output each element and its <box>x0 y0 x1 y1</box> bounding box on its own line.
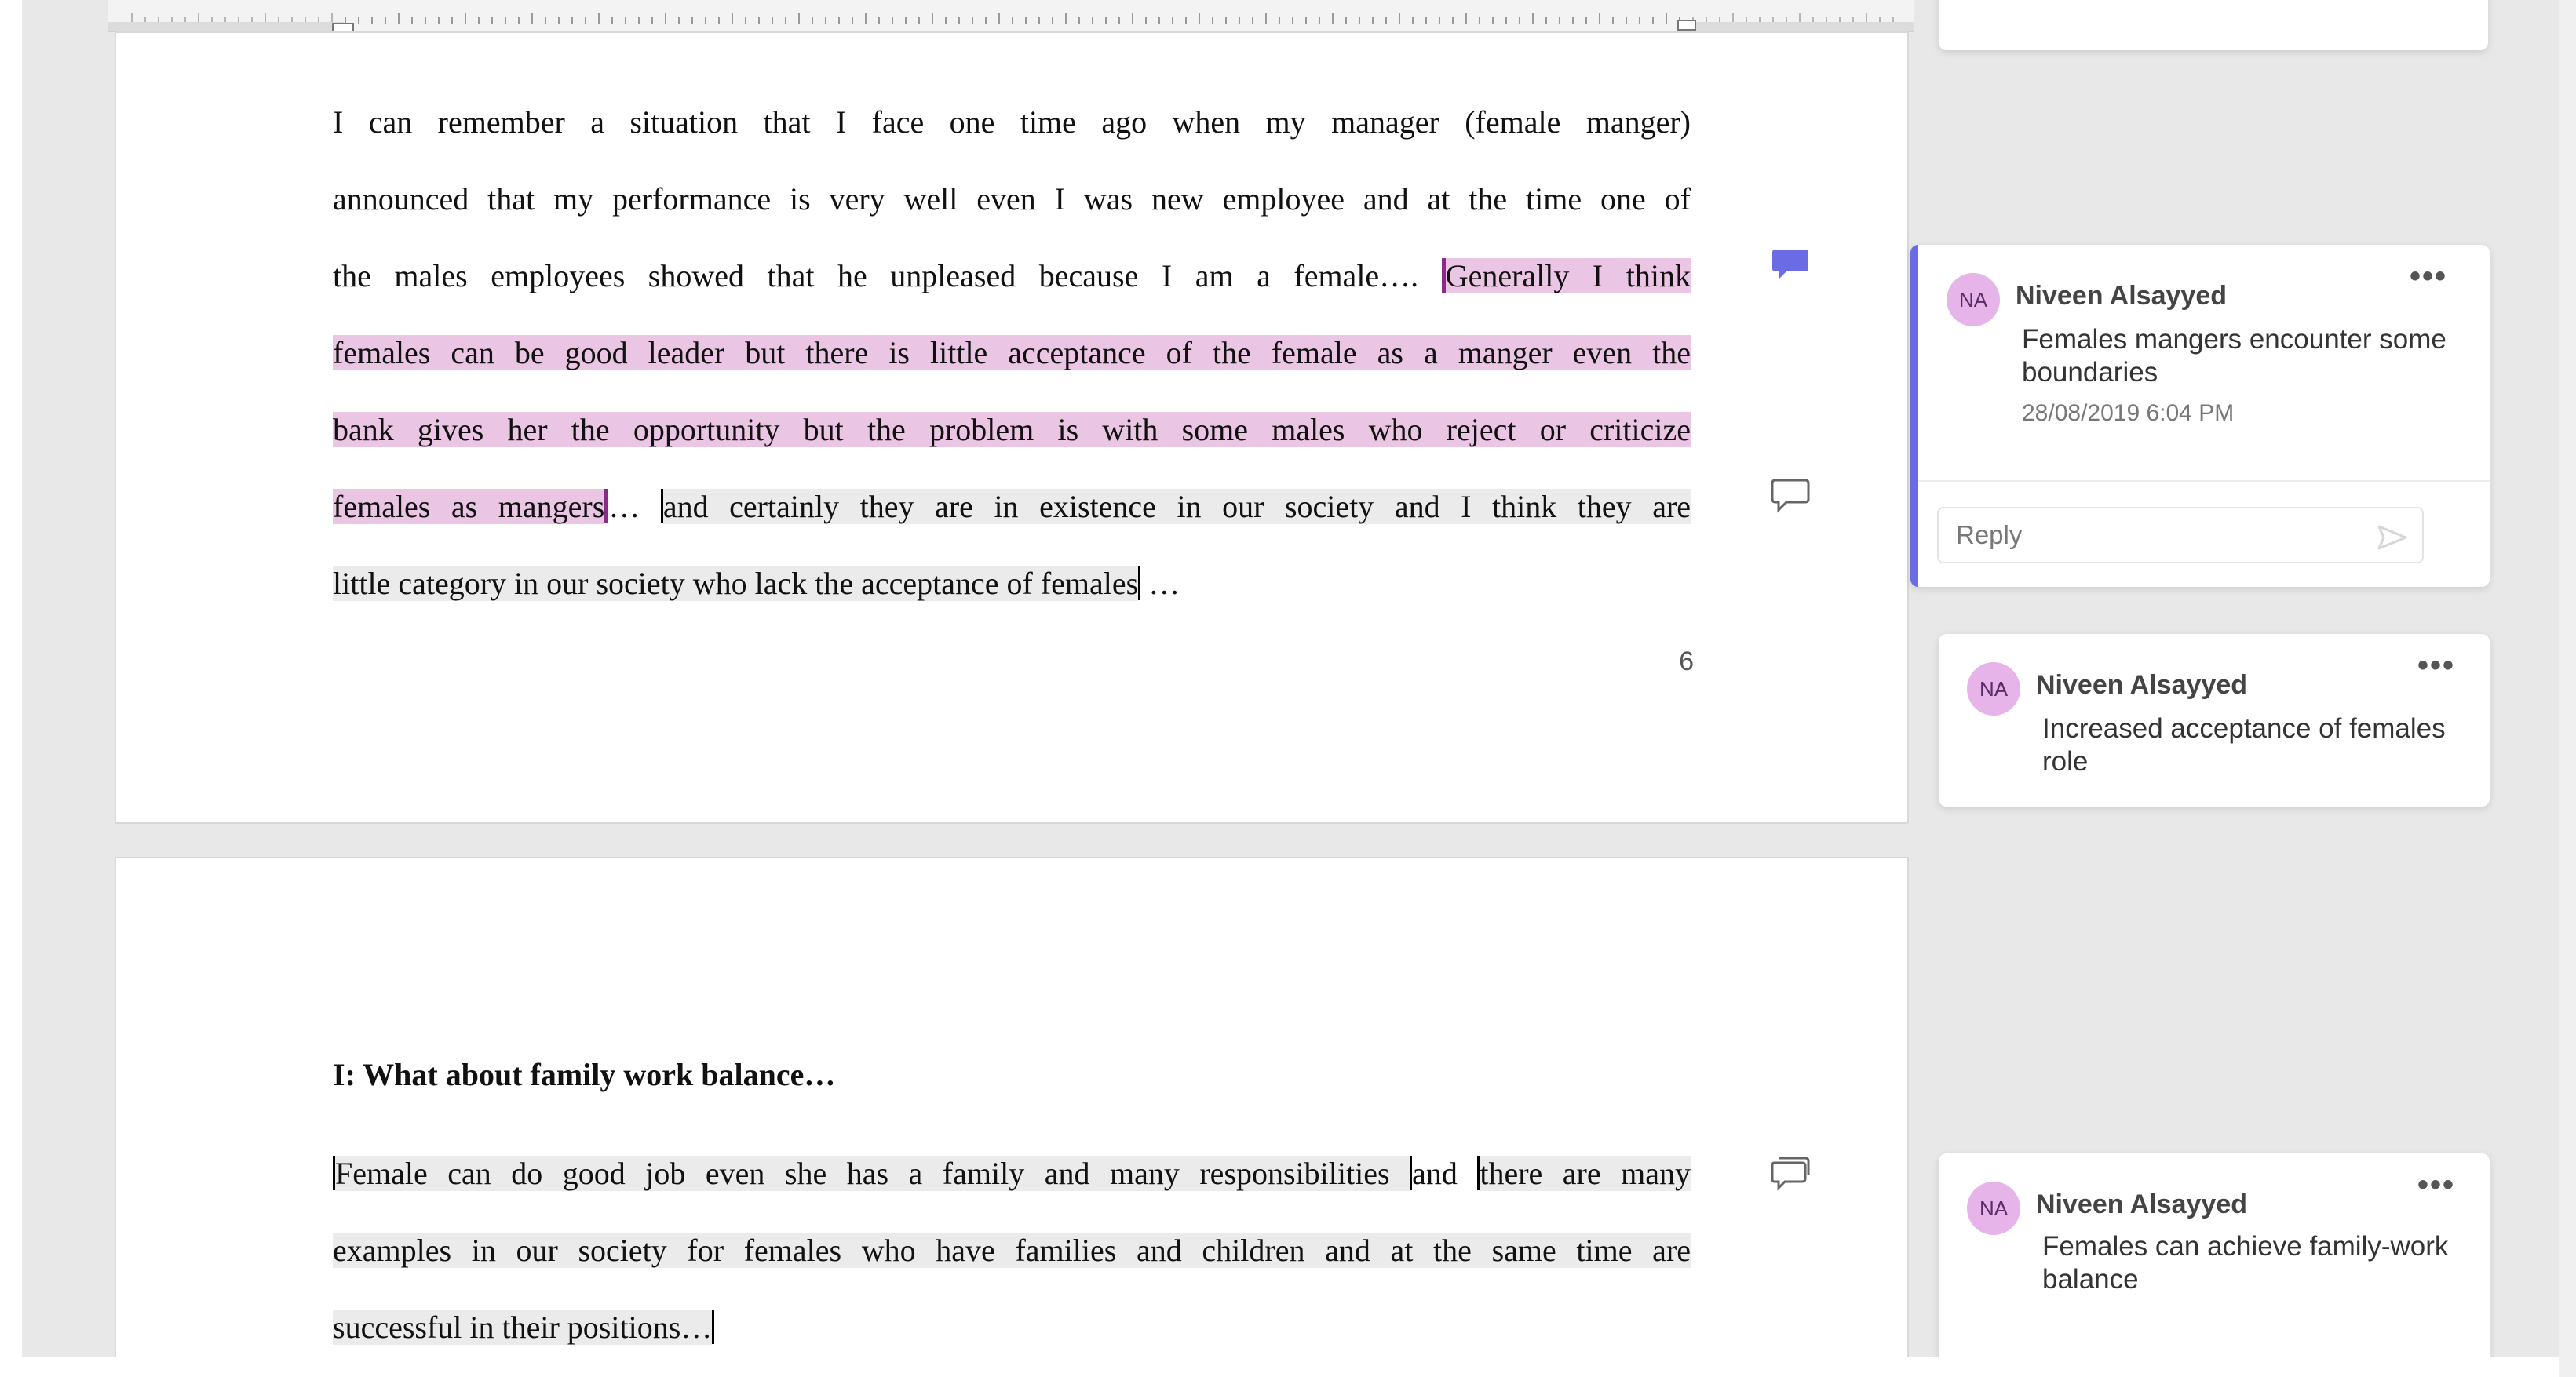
text-run: and <box>1412 1156 1478 1191</box>
comment-outline-icon[interactable] <box>1771 477 1810 513</box>
reply-input[interactable] <box>1939 508 2347 562</box>
more-options-icon[interactable]: ••• <box>2417 648 2456 683</box>
comment-timestamp: 28/08/2019 6:04 PM <box>2022 400 2235 426</box>
commented-text-run: and certainly they are in existence in our society and I think they are <box>662 489 1691 524</box>
paragraph-line[interactable] <box>333 406 1691 454</box>
commented-text-run: examples in our society for females who have families and children and at the same time are <box>333 1233 1691 1268</box>
comment-anchor-marker <box>712 1310 714 1344</box>
comment-filled-icon[interactable] <box>1771 246 1810 282</box>
paragraph-line[interactable] <box>333 176 1691 223</box>
send-icon[interactable] <box>2377 524 2408 551</box>
commented-text-run: successful in their positions… <box>333 1310 713 1345</box>
commented-text-run: there are many <box>1480 1156 1691 1191</box>
interview-question-heading: I: What about family work balance… <box>333 1057 836 1092</box>
comment-card-previous <box>1939 0 2488 50</box>
commented-text-run: females can be good leader but there is little acceptance of the female as a manger even the <box>333 335 1691 370</box>
document-canvas <box>22 0 2576 1357</box>
paragraph-line[interactable] <box>333 483 1691 530</box>
paragraph-line[interactable] <box>333 253 1691 300</box>
text-run: I can remember a situation that I face one time ago when my manager (female manger) <box>333 104 1691 140</box>
more-options-icon[interactable]: ••• <box>2410 259 2448 293</box>
document-page-6 <box>115 31 1909 824</box>
comment-stacked-icon[interactable] <box>1771 1155 1810 1191</box>
text-run: the males employees showed that he unpleased because I am a female…. <box>333 258 1442 293</box>
comment-text: Increased acceptance of females role <box>2042 713 2446 777</box>
paragraph-line[interactable] <box>333 1150 1691 1197</box>
comment-anchor-marker <box>1442 258 1446 293</box>
avatar: NA <box>1947 273 2000 326</box>
paragraph-line[interactable] <box>333 99 1691 146</box>
comment-author: Niveen Alsayyed <box>2036 670 2247 700</box>
horizontal-ruler[interactable] <box>108 0 1914 32</box>
ruler-ticks <box>108 0 1914 31</box>
document-page-7 <box>115 857 1909 1357</box>
reply-box[interactable] <box>1937 507 2424 563</box>
comment-divider <box>1918 480 2490 482</box>
text-run: … <box>1140 566 1180 601</box>
window-edge <box>2559 0 2576 1377</box>
comment-text: Females can achieve family-work balance <box>2042 1231 2449 1295</box>
paragraph-line[interactable] <box>333 560 1691 607</box>
comment-author: Niveen Alsayyed <box>2036 1189 2247 1219</box>
commented-text-run: females as mangers <box>333 489 605 524</box>
paragraph-line[interactable] <box>333 1227 1691 1274</box>
page-number: 6 <box>1679 647 1694 676</box>
avatar: NA <box>1967 1182 2020 1235</box>
paragraph-line[interactable] <box>333 1304 1691 1351</box>
text-run: announced that my performance is very well even I was new employee and at the time one of <box>333 181 1691 217</box>
avatar: NA <box>1967 662 2020 716</box>
commented-text-run: bank gives her the opportunity but the problem is with some males who reject or criticize <box>333 412 1691 447</box>
commented-text-run: Generally I think <box>1445 258 1691 293</box>
paragraph-line[interactable] <box>333 330 1691 377</box>
comment-card[interactable] <box>1939 634 2490 807</box>
comment-card[interactable] <box>1939 1153 2490 1357</box>
commented-text-run: little category in our society who lack the acceptance of females <box>333 566 1139 601</box>
comment-author: Niveen Alsayyed <box>2016 281 2227 311</box>
comment-text: Females mangers encounter some boundaries <box>2022 324 2446 388</box>
more-options-icon[interactable]: ••• <box>2417 1168 2456 1202</box>
commented-text-run: Female can do good job even she has a family and many responsibilities <box>335 1156 1410 1191</box>
text-run: … <box>608 489 661 524</box>
comment-card-active[interactable] <box>1910 245 2490 587</box>
